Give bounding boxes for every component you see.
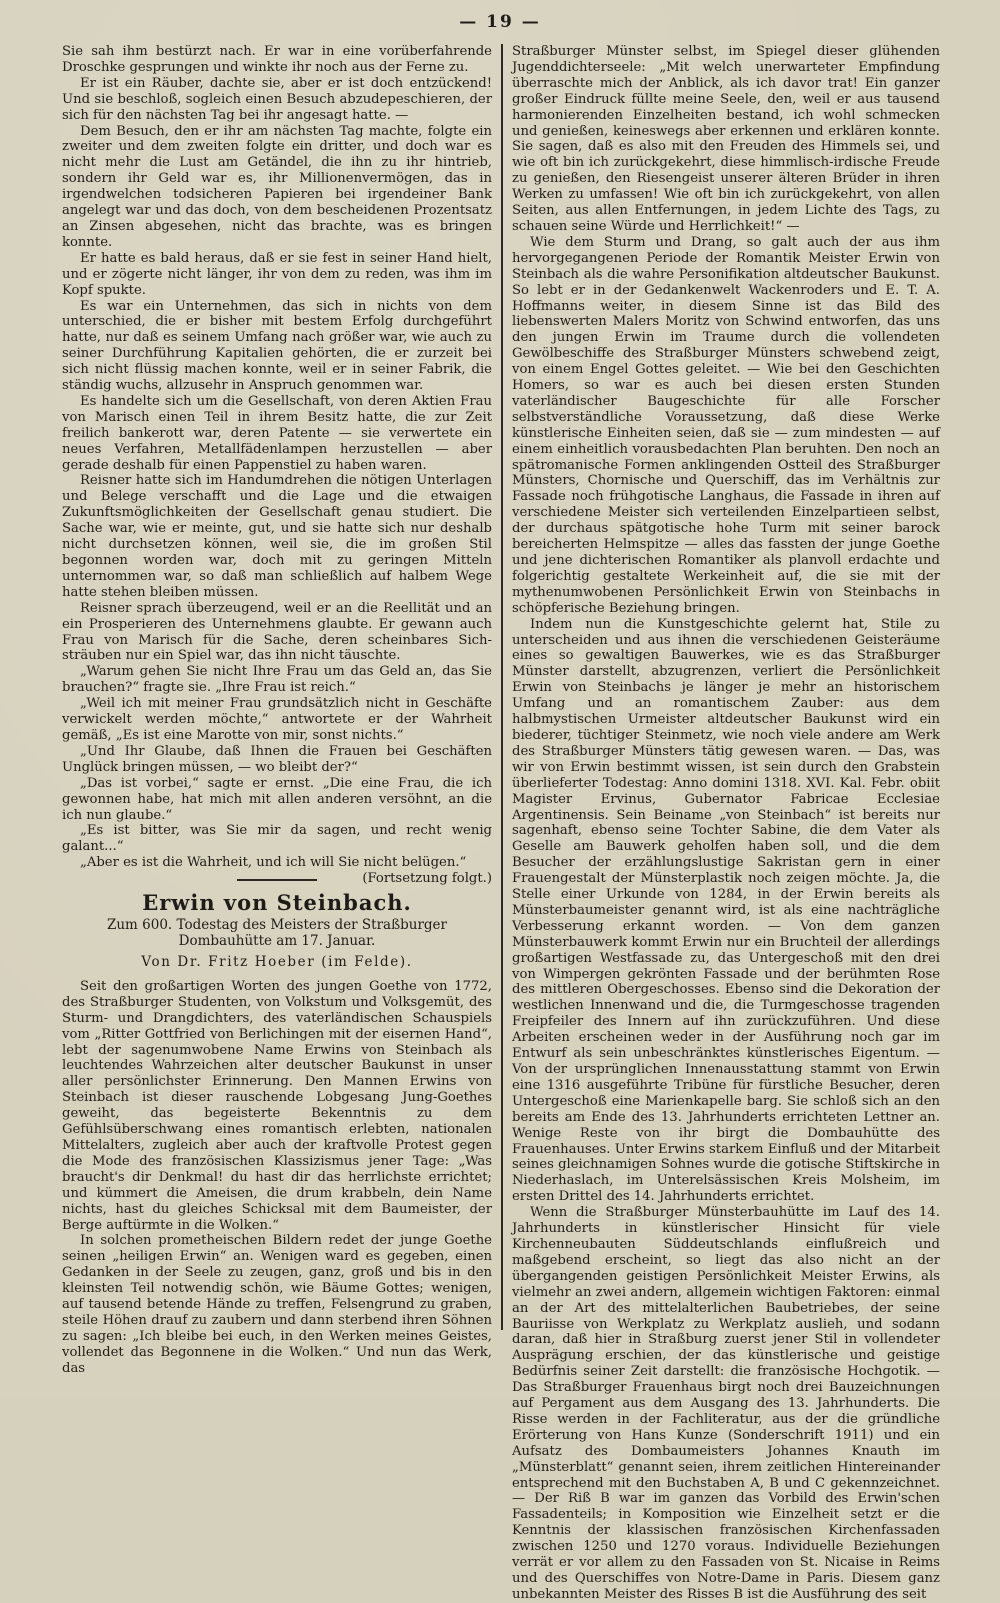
continuation-note: (Fortsetzung folgt.) — [362, 871, 492, 887]
novel-paragraph: Reisner sprach überzeugend, weil er an die Reellität und an ein Prosperieren des Unternehmens glaubte. Er gewann auch Frau von Marisch für die Sache, deren scheinbares Sich-sträuben nur ein Spiel war, das ihn nicht täuschte. — [62, 600, 492, 664]
novel-paragraph: Er hatte es bald heraus, daß er sie fest in seiner Hand hielt, und er zögerte nicht länger, ihr von dem zu reden, was ihm im Kopf spukte. — [62, 250, 492, 298]
article-paragraph: Straßburger Münster selbst, im Spiegel dieser glühenden Jugenddichterseele: „Mit welch unerwarteter Empfindung überraschte mich der Anblick, als ich davor trat! Ein ganzer großer Eindruck füllte meine Seele, den, weil er aus tausend harmonierenden Einzelheiten bestand, ich wohl schmecken und genießen, keineswegs aber erkennen und erklären konnte. Sie sagen, daß es also mit den Freuden des Himmels sei, und wie oft bin ich zurückgekehrt, diese himmlisch-irdische Freude zu genießen, den Riesengeist unserer älteren Brüder in ihren Werken zu umfassen! Wie oft bin ich zurückgekehrt, von allen Seiten, aus allen Entfernungen, in jedem Lichte des Tags, zu schauen seine Würde und Herrlichkeit!“ — — [512, 44, 940, 234]
article-subtitle: Zum 600. Todestag des Meisters der Straßburger Dombauhütte am 17. Januar. — [106, 917, 447, 950]
novel-paragraph: Er ist ein Räuber, dachte sie, aber er ist doch entzückend! Und sie beschloß, sogleich einen Besuch abzudepeschieren, der sich für den nächsten Tag bei ihr angesagt hatte. — — [62, 75, 492, 123]
article-divider — [237, 879, 317, 881]
novel-paragraph: „Weil ich mit meiner Frau grundsätzlich nicht in Geschäfte verwickelt werden möchte,“ antwortete er der Wahrheit gemäß, „Es ist eine Marotte von mir, sonst nichts.“ — [62, 696, 492, 743]
novel-paragraph: Es handelte sich um die Gesellschaft, von deren Aktien Frau von Marisch einen Teil in ihrem Besitz hatte, die zur Zeit freilich bankerott war, deren Patente — sie verwertete ein neues Verfahren, Metallfädenlampen herzustellen — aber gerade deshalb für einen Pappenstiel zu haben waren. — [62, 393, 492, 473]
article-paragraph: Wenn die Straßburger Münsterbauhütte im Lauf des 14. Jahrhunderts in künstlerischer Hinsicht für viele Kirchenneubauten Süddeutschlands einflußreich und maßgebend erscheint, so liegt das also nicht an der übergangenden geistigen Persönlichkeit Meister Erwins, als vielmehr an zwei andern, allgemein wichtigen Faktoren: einmal an der Art des mittelalterlichen Baubetriebes, der seine Bauriisse von Werkplatz zu Werkplatz auslieh, und sodann daran, daß hier in Straßburg zuerst jener Stil in vollendeter Ausprägung erschien, der das künstlerische und geistige Bedürfnis seiner Zeit darstellt: die französische Hochgotik. — Das Straßburger Frauenhaus birgt noch drei Bauzeichnungen auf Pergament aus dem Ausgang des 13. Jahrhunderts. Die Risse werden in der Fachliteratur, aus der die gründliche Erörterung von Hans Kunze (Sonderschrift 1911) und ein Aufsatz des Dombaumeisters Johannes Knauth im „Münsterblatt“ genannt seien, ihrem zeitlichen Hintereinander entsprechend mit den Buchstaben A, B und C gekennzeichnet. — Der Riß B war im ganzen das Vorbild des Erwin'schen Fassadenteils; in Komposition wie Einzelheit setzt er die Kenntnis der klassischen französischen Kirchenfassaden zwischen 1250 und 1270 voraus. Individuelle Beziehungen verrät er vor allem zu den Fassaden von St. Nicaise in Reims und des Querschiffes von Notre-Dame in Paris. Diesem ganz unbekannten Meister des Risses B ist die Ausführung des seit — [512, 1205, 940, 1602]
left-column — [62, 44, 492, 1384]
novel-paragraph: Reisner hatte sich im Handumdrehen die nötigen Unterlagen und Belege verschafft und die Lage und die etwaigen Zukunftsmöglichkeiten der Gesellschaft genau studiert. Die Sache war, wie er meinte, gut, und sie hatte sich nur deshalb nicht durchsetzen können, weil sie, die im großen Stil begonnen worden war, doch mit zu geringen Mitteln unternommen war, so daß man schließlich auf halbem Wege hatte stehen bleiben müssen. — [62, 473, 492, 600]
novel-paragraph: Dem Besuch, den er ihr am nächsten Tag machte, folgte ein zweiter und dem zweiten folgte ein dritter, und doch war es nicht mehr die Lust am Getändel, die ihn zu ihr hintrieb, sondern ihr Geld war es, ihr Millionenvermögen, das in irgendwelchen todsicheren Papieren bei irgendeiner Bank angelegt war und das doch, von dem bescheidenen Prozentsatz an Zinsen abgesehen, nicht das brachte, was es bringen konnte. — [62, 123, 492, 250]
article-paragraph: Wie dem Sturm und Drang, so galt auch der aus ihm hervorgegangenen Periode der Romantik Meister Erwin von Steinbach als die wahre Personifikation altdeutscher Baukunst. So lebt er in der Gedankenwelt Wackenroders und E. T. A. Hoffmanns weiter, in diesem Sinne ist das Bild des liebenswerten Malers Moritz von Schwind entworfen, das uns den jungen Erwin im Traume durch die vollendeten Gewölbeschiffe des Straßburger Münsters schwebend zeigt, von einem Engel Gottes geleitet. — Wie bei den Geschichten Homers, so war es auch bei diesen ersten Stunden vaterländischer Baugeschichte für alle Forscher selbstverständliche Voraussetzung, daß diese Werke künstlerische Einheiten seien, daß sie — zum mindesten — auf einem einheitlich vorausbedachten Plan beruhten. Den noch an spätromanische Formen anklingenden Ostteil des Straßburger Münsters, Chornische und Querschiff, das im Verhältnis zur Fassade noch frühgotische Langhaus, die Fassade in ihren auf verschiedene Meister sich verteilenden Einzelpartieen selbst, der durchaus spätgotische hohe Turm mit seiner barock bereicherten Helmspitze — alles das fassten der junge Goethe und jene dichterischen Romantiker als planvoll erdachte und folgerichtig gestaltete Werkeinheit auf, die sie mit der mythenumwobenen Persönlichkeit Erwin von Steinbachs in schöpferische Beziehung bringen. — [512, 234, 940, 616]
novel-paragraph: Sie sah ihm bestürzt nach. Er war in eine vorüberfahrende Droschke gesprungen und winkte ihr noch aus der Ferne zu. — [62, 44, 492, 75]
article-byline: Von Dr. Fritz Hoeber (im Felde). — [141, 954, 413, 971]
page-number: — 19 — — [459, 12, 541, 32]
novel-paragraph: „Es ist bitter, was Sie mir da sagen, und recht wenig galant...“ — [62, 823, 492, 855]
column-rule — [501, 44, 503, 1330]
article-title: Erwin von Steinbach. — [142, 890, 412, 916]
article-paragraph: Indem nun die Kunstgeschichte gelernt hat, Stile zu unterscheiden und aus ihnen die verschiedenen Geisteräume eines so gewaltigen Bauwerkes, wie es das Straßburger Münster darstellt, abzugrenzen, verliert die Persönlichkeit Erwin von Steinbachs je länger je mehr an historischem Umfang und an romantischem Zauber: aus dem halbmystischen Urmeister altdeutscher Baukunst wird ein biederer, tüchtiger Steinmetz, wie noch viele andere am Werk des Straßburger Münsters tätig gewesen waren. — Das, was wir von Erwin bestimmt wissen, ist sein durch den Grabstein überlieferter Todestag: Anno domini 1318. XVI. Kal. Febr. obiit Magister Ervinus, Gubernator Fabricae Ecclesiae Argentinensis. Sein Beiname „von Steinbach“ ist bereits nur sagenhaft, ebenso seine Tochter Sabine, die dem Vater als Geselle am Bauwerk geholfen haben soll, und die dem Besucher der erzählungslustige Sakristan gern in einer Frauengestalt der Münsterplastik noch zeigen möchte. Ja, die Stelle einer Urkunde von 1284, in der Erwin bereits als Münsterbaumeister genannt wird, ist als eine nachträgliche Verbesserung erkannt worden. — Von dem ganzen Münsterbauwerk kommt Erwin nur ein Bruchteil der allerdings großartigen Westfassade zu, das Untergeschoß mit den drei von Wimpergen gekrönten Fassade und der berühmten Rose des mittleren Obergeschosses. Ebenso sind die Dekoration der westlichen Innenwand und die, die Turmgeschosse tragenden Freipfeiler des Innern auf ihn zurückzuführen. Und diese Arbeiten erscheinen weder in der Ausführung noch gar im Entwurf als sein unbeschränktes künstlerisches Eigentum. — Von der ursprünglichen Innenausstattung stammt von Erwin eine 1316 ausgeführte Tribüne für fürstliche Besucher, deren Untergeschoß eine Marienkapelle barg. Sie schloß sich an den bereits am Ende des 13. Jahrhunderts errichteten Lettner an. Wenige Reste von ihr birgt die Dombauhütte des Frauenhauses. Unter Erwins starkem Einfluß und der Mitarbeit seines gleichnamigen Sohnes wurde die gotische Stiftskirche in Niederhaslach, im Unterelsässischen Kreis Molsheim, im ersten Drittel des 14. Jahrhunderts errichtet. — [512, 616, 940, 1205]
novel-paragraph: Es war ein Unternehmen, das sich in nichts von dem unterschied, die er bisher mit bestem Erfolg durchgeführt hatte, nur daß es seinem Umfang nach größer war, wie auch zu seiner Durchführung Kapitalien gehörten, die er zurzeit bei sich nicht flüssig machen konnte, weil er in seiner Fabrik, die ständig wuchs, allzusehr in Anspruch genommen war. — [62, 298, 492, 394]
novel-paragraph-last — [62, 855, 492, 887]
right-column — [512, 44, 940, 1602]
novel-paragraph: „Warum gehen Sie nicht Ihre Frau um das Geld an, das Sie brauchen?“ fragte sie. „Ihre Frau ist reich.“ — [62, 664, 492, 696]
novel-last-text: „Aber es ist die Wahrheit, und ich will Sie nicht belügen.“ — [80, 855, 467, 871]
novel-paragraph: „Das ist vorbei,“ sagte er ernst. „Die eine Frau, die ich gewonnen habe, hat mich mit allen anderen versöhnt, an die ich nun glaube.“ — [62, 775, 492, 823]
article-paragraph: Seit den großartigen Worten des jungen Goethe von 1772, des Straßburger Studenten, von Volkstum und Volksgemüt, des Sturm- und Drangdichters, des vaterländischen Schauspiels vom „Ritter Gottfried von Berlichingen mit der eisernen Hand“, lebt der sagenumwobene Name Erwins von Steinbach als leuchtendes Wahrzeichen alter deutscher Baukunst in unser aller persönlichster Erinnerung. Den Mannen Erwins von Steinbach ist dieser rauschende Lobgesang Jung-Goethes geweiht, das begeisterte Bekenntnis zu dem Gefühlsüberschwang eines romantisch erlebten, nationalen Mittelalters, zugleich aber auch der kraftvolle Protest gegen die Mode des französischen Klassizismus jener Tage: „Was braucht's dir Denkmal! du hast dir das herrlichste errichtet; und kümmert die Ameisen, die drum krabbeln, dein Name nichts, hast du gleiches Schicksal mit dem Baumeister, der Berge auftürmte in die Wolken.“ — [62, 978, 492, 1233]
novel-paragraph: „Und Ihr Glaube, daß Ihnen die Frauen bei Geschäften Unglück bringen müssen, — wo bleibt der?“ — [62, 743, 492, 775]
article-paragraph: In solchen prometheischen Bildern redet der junge Goethe seinen „heiligen Erwin“ an. Wenigen ward es gegeben, einen Gedanken in der Seele zu zeugen, ganz, groß und bis in den kleinsten Teil notwendig schön, wie Bäume Gottes; wenigen, auf tausend betende Hände zu treffen, Felsengrund zu graben, steile Höhen drauf zu zaubern und dann sterbend ihren Söhnen zu sagen: „Ich bleibe bei euch, in den Werken meines Geistes, vollendet das Begonnene in die Wolken.“ Und nun das Werk, das — [62, 1233, 492, 1376]
